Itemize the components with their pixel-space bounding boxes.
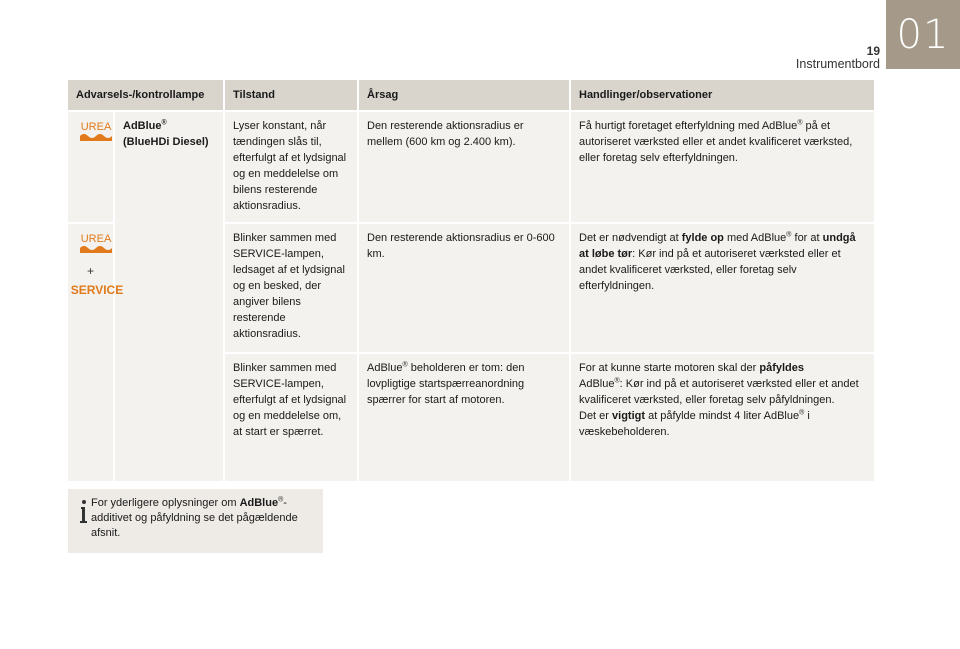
warning-lamp-table [68,80,874,481]
chapter-tab [886,0,960,69]
page-number: 19 [866,44,880,58]
tilstand-cell: Blinker sammen med SERVICE-lampen, efterfulgt af et lydsignal og en meddelelse om, at start er spærret. [224,353,358,481]
section-title: Instrumentbord [795,57,880,71]
handling-cell: Få hurtigt foretaget efterfyldning med AdBlue® på et autoriseret værksted eller et andet kvalificeret værksted, eller foretag selv efterfyldningen. [570,111,874,223]
lamp-name: AdBlue [123,120,162,132]
handling-cell: For at kunne starte motoren skal der påfyldes AdBlue®: Kør ind på et autoriseret værksted eller et andet kvalificeret værksted, eller foretag selv påfyldningen. Det er vigtigt at påfylde mindst 4 liter AdBlue® i væskebeholderen. [570,353,874,481]
urea-icon-text: UREA [80,233,112,245]
col-header-tilstand: Tilstand [224,80,358,111]
col-header-handling: Handlinger/observationer [570,80,874,111]
urea-warning-icon [76,230,116,256]
col-header-arsag: Årsag [358,80,570,111]
arsag-cell: Den resterende aktionsradius er 0-600 km. [358,223,570,353]
col-header-lamp: Advarsels-/kontrollampe [68,80,224,111]
info-box [68,489,323,553]
tilstand-cell: Lyser konstant, når tændingen slås til, efterfulgt af et lydsignal og en meddelelse om bilens resterende aktionsradius. [224,111,358,223]
table-row [68,111,874,223]
handling-cell: Det er nødvendigt at fylde op med AdBlue® for at undgå at løbe tør: Kør ind på et autoriseret værksted eller et andet kvalificeret værksted, eller foretag selv efterfyldningen. [570,223,874,353]
tilstand-cell: Blinker sammen med SERVICE-lampen, ledsaget af et lydsignal og en besked, der angiver bilens resterende aktionsradius. [224,223,358,353]
service-icon-text: SERVICE [70,283,124,297]
info-icon [78,499,90,525]
chapter-number: 01 [896,11,950,58]
plus-sign: + [86,264,94,278]
arsag-cell: Den resterende aktionsradius er mellem (600 km og 2.400 km). [358,111,570,223]
lamp-icon-cell [68,223,124,481]
info-text: For yderligere oplysninger om AdBlue®-additivet og påfyldning se det pågældende afsnit. [91,496,298,539]
arsag-cell: AdBlue® beholderen er tom: den lovpligtige startspærreanordning spærrer for start af motoren. [358,353,570,481]
urea-warning-icon [76,118,116,144]
table-header-row [68,80,874,111]
lamp-name-cell: AdBlue® (BlueHDi Diesel) [114,111,224,481]
service-warning-icon [70,281,124,297]
lamp-icon-cell [68,111,114,223]
lamp-subname: (BlueHDi Diesel) [123,136,209,148]
urea-icon-text: UREA [80,121,112,133]
